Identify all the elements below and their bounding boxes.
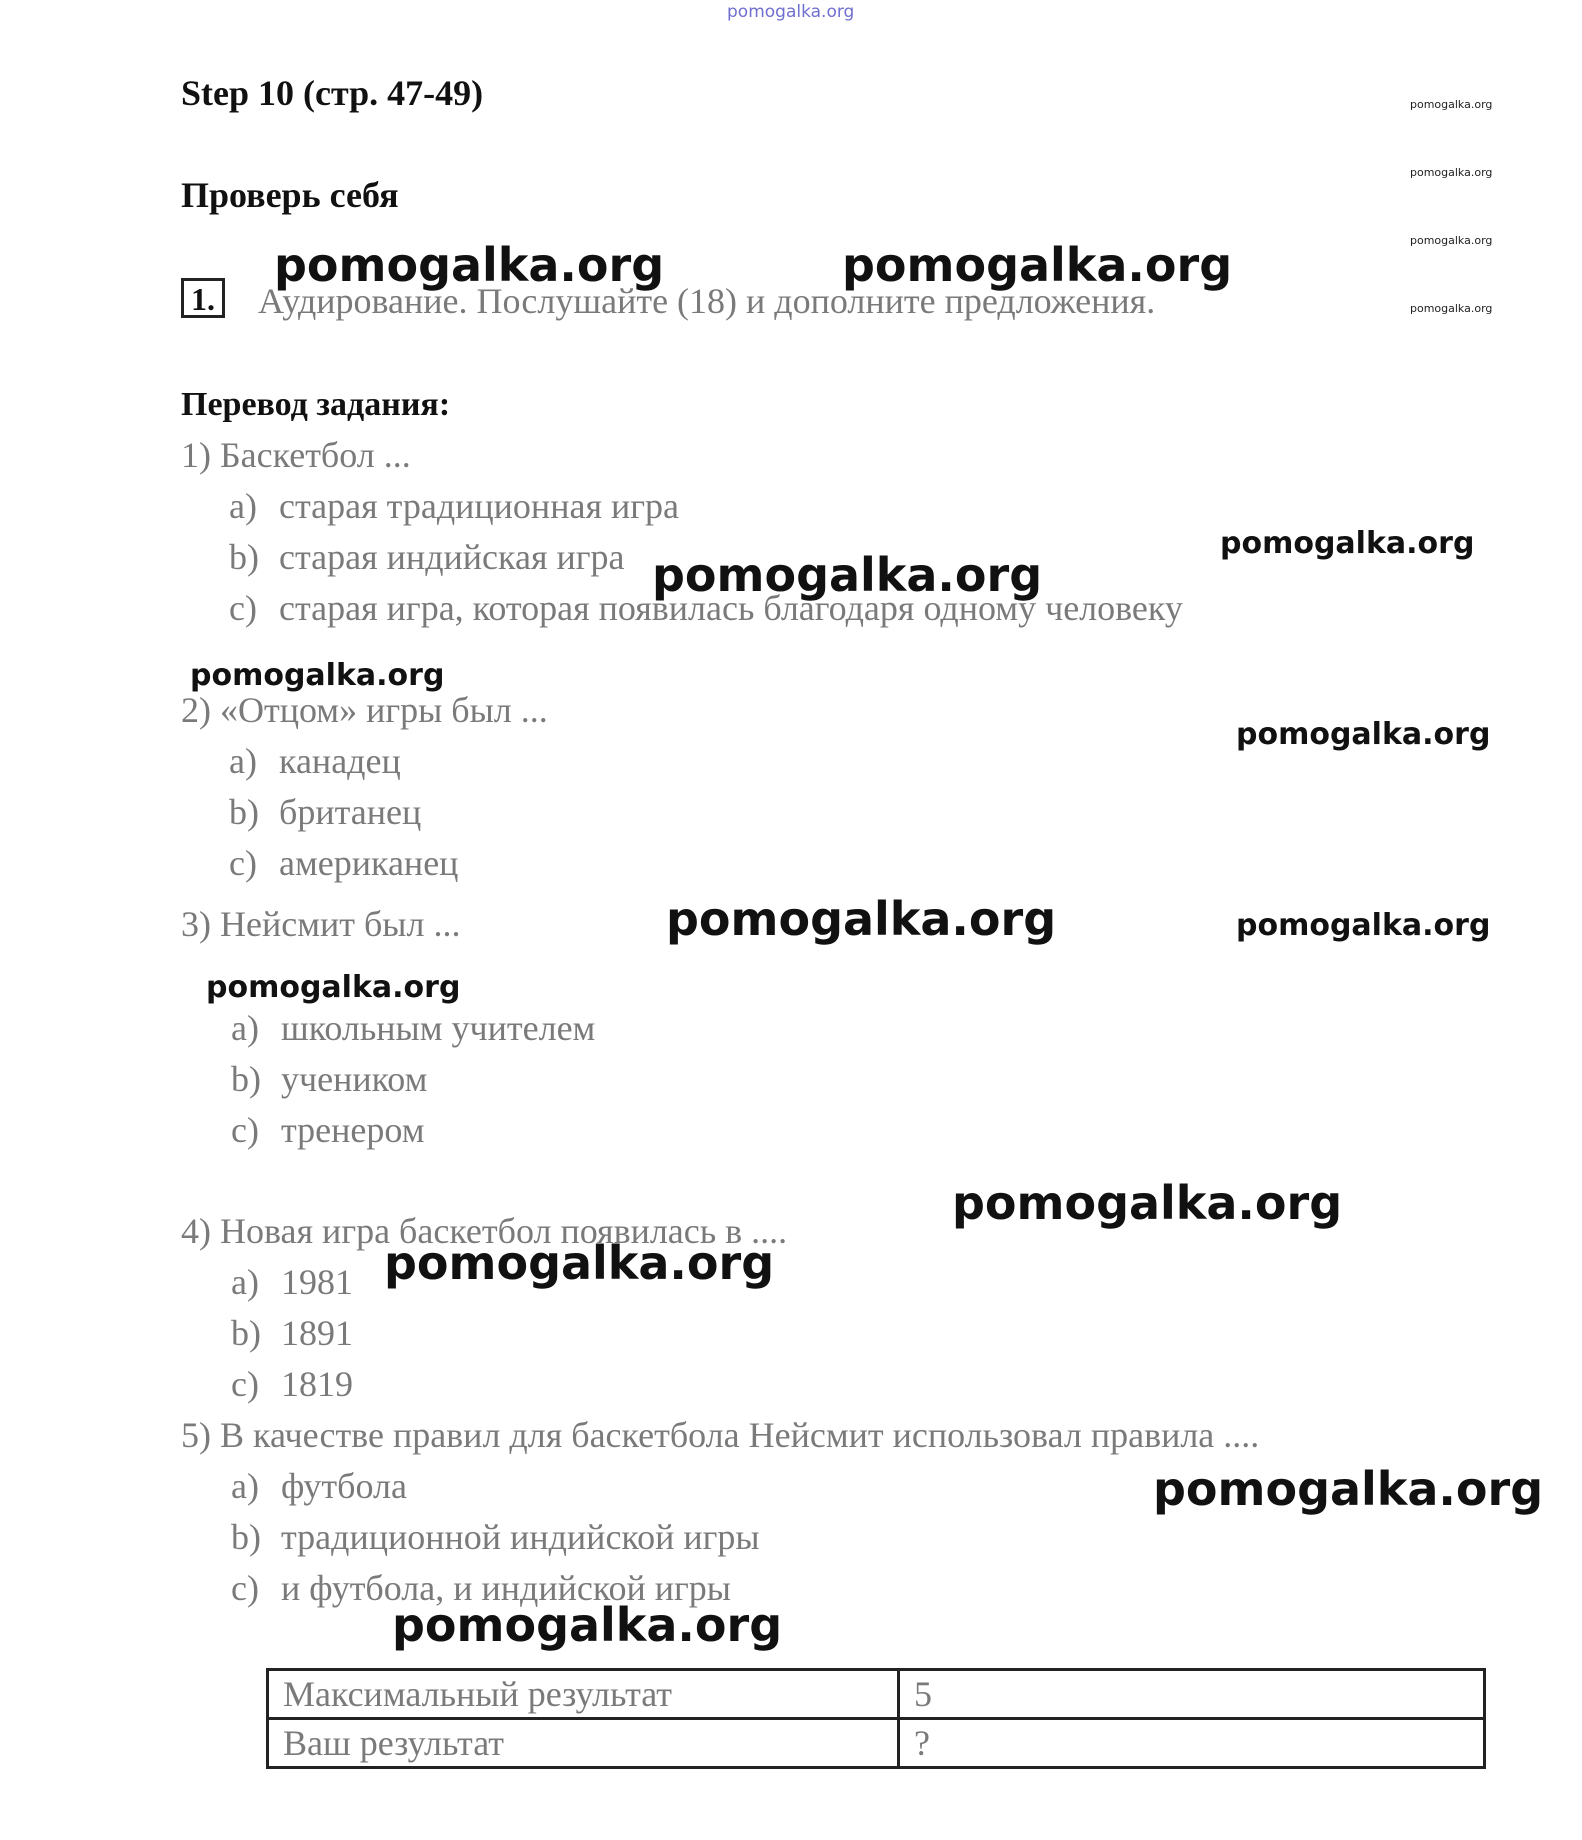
question-3-option-c: c) тренером xyxy=(231,1110,425,1150)
watermark-mid-2: pomogalka.org xyxy=(190,658,445,693)
result-value: ? xyxy=(899,1719,1485,1768)
question-5: 5) В качестве правил для баскетбола Нейсмит использовал правила .... xyxy=(181,1415,1260,1455)
watermark-tiny-4: pomogalka.org xyxy=(1410,302,1493,315)
question-3-option-b: b) учеником xyxy=(231,1059,428,1099)
question-1-option-b: b) старая индийская игра xyxy=(229,537,625,577)
watermark-tiny-2: pomogalka.org xyxy=(1410,166,1493,179)
question-4: 4) Новая игра баскетбол появилась в .... xyxy=(181,1211,788,1251)
watermark-big-1: pomogalka.org xyxy=(274,238,665,292)
question-2-option-a: a) канадец xyxy=(229,741,401,781)
question-1-option-a: a) старая традиционная игра xyxy=(229,486,680,526)
step-title: Step 10 (стр. 47-49) xyxy=(181,73,484,113)
translation-heading: Перевод задания: xyxy=(181,386,451,423)
question-5-option-b: b) традиционной индийской игры xyxy=(231,1517,760,1557)
question-1: 1) Баскетбол ... xyxy=(181,435,411,475)
watermark-mid-4: pomogalka.org xyxy=(1236,908,1491,943)
table-row xyxy=(268,1670,1485,1719)
watermark-mid-3: pomogalka.org xyxy=(1236,717,1491,752)
question-2-option-b: b) британец xyxy=(229,792,422,832)
question-2-option-c: c) американец xyxy=(229,843,459,883)
result-table xyxy=(266,1668,1486,1769)
result-label: Ваш результат xyxy=(268,1719,899,1768)
watermark-big-8: pomogalka.org xyxy=(392,1598,783,1652)
task-number-box: 1. xyxy=(181,278,225,318)
watermark-big-4: pomogalka.org xyxy=(666,892,1057,946)
task-instruction: Аудирование. Послушайте (18) и дополните предложения. xyxy=(258,281,1156,321)
watermark-tiny-3: pomogalka.org xyxy=(1410,234,1493,247)
table-row xyxy=(268,1719,1485,1768)
watermark-mid-5: pomogalka.org xyxy=(206,970,461,1005)
question-2: 2) «Отцом» игры был ... xyxy=(181,690,548,730)
watermark-big-3: pomogalka.org xyxy=(652,548,1043,602)
watermark-tiny-1: pomogalka.org xyxy=(1410,98,1493,111)
watermark-top: pomogalka.org xyxy=(727,2,855,22)
watermark-big-2: pomogalka.org xyxy=(842,238,1233,292)
question-5-option-a: a) футбола xyxy=(231,1466,407,1506)
section-title: Проверь себя xyxy=(181,175,399,215)
watermark-mid-1: pomogalka.org xyxy=(1220,526,1475,561)
question-4-option-c: c) 1819 xyxy=(231,1364,353,1404)
watermark-big-6: pomogalka.org xyxy=(384,1236,775,1290)
question-3: 3) Нейсмит был ... xyxy=(181,904,461,944)
question-4-option-b: b) 1891 xyxy=(231,1313,353,1353)
watermark-big-7: pomogalka.org xyxy=(1153,1462,1544,1516)
question-4-option-a: a) 1981 xyxy=(231,1262,353,1302)
result-value: 5 xyxy=(899,1670,1485,1719)
question-5-option-c: c) и футбола, и индийской игры xyxy=(231,1568,731,1608)
question-3-option-a: a) школьным учителем xyxy=(231,1008,596,1048)
question-1-option-c: c) старая игра, которая появилась благодаря одному человеку xyxy=(229,588,1183,628)
result-label: Максимальный результат xyxy=(268,1670,899,1719)
watermark-big-5: pomogalka.org xyxy=(952,1176,1343,1230)
